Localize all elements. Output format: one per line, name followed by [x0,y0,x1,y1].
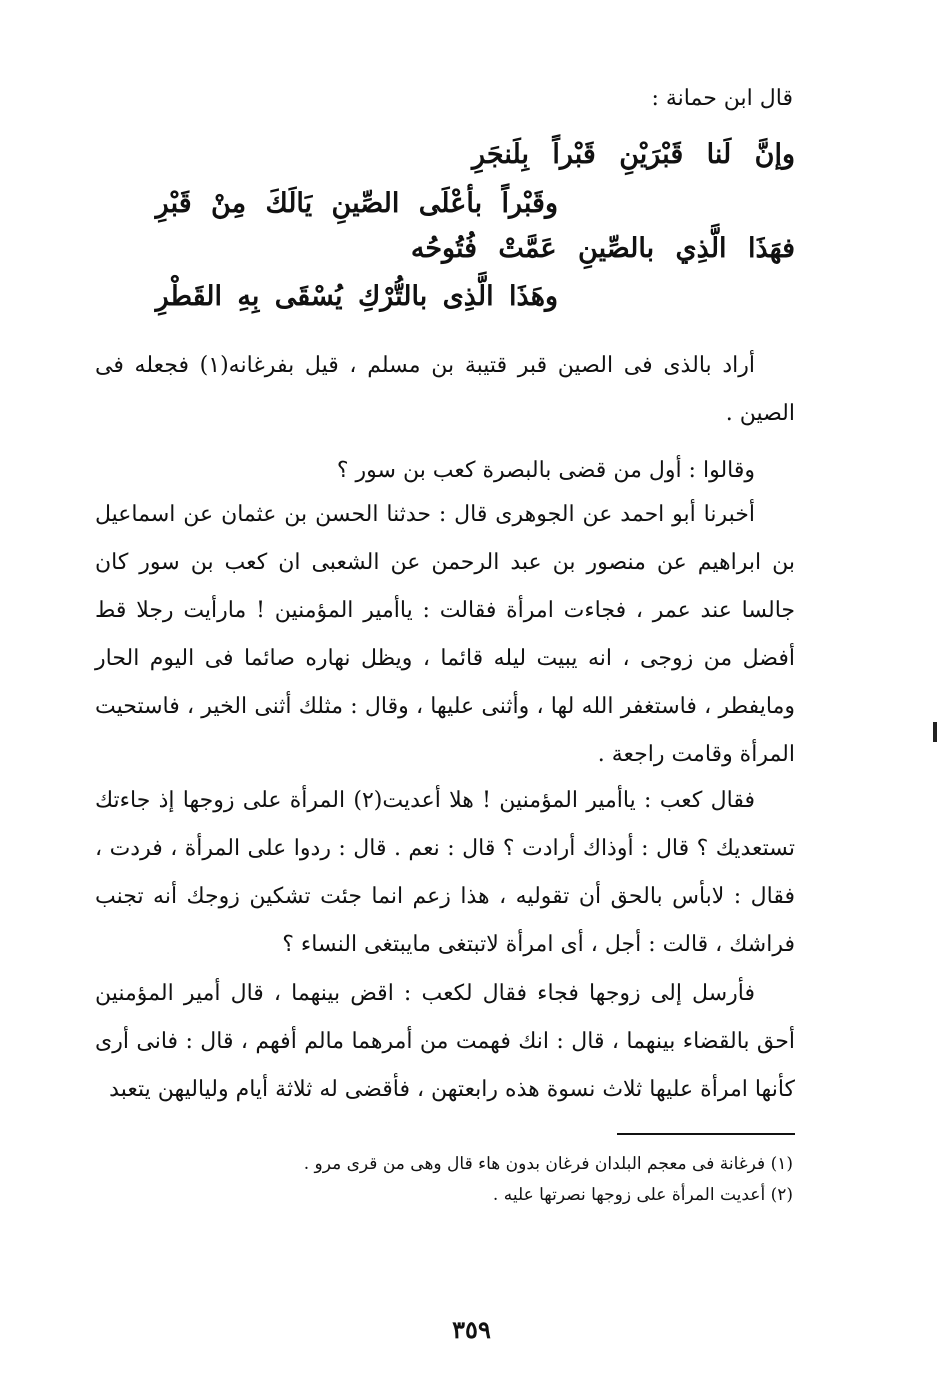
page-number: ٣٥٩ [452,1315,491,1344]
paragraph-1: أراد بالذى فى الصين قبر قتيبة بن مسلم ، قيل بفرغانه(١) فجعله فى الصين . [95,353,795,426]
verse-line-3: فهَذَا الَّذِي بالصِّينِ عَمَّتْ فُتُوحُه [410,233,795,264]
paragraph-5: فأرسل إلى زوجها فجاء فقال لكعب : اقض بينهما ، قال أمير المؤمنين أحق بالقضاء بينهما ، قال : انك فهمت من أمرهما مالم أفهم ، قال : فانى أرى كأنها امرأة عليها ثلاث نسوة هذه رابعتهن ، فأقضى له ثلاثة أيام ولياليهن يتعبد [95,981,795,1102]
verse-line-4: وهَذَا الَّذِى بالتُّرْكِ يُسْقَى بِهِ القَطْرِ [155,281,558,312]
paragraph-4: فقال كعب : ياأمير المؤمنين ! هلا أعديت(٢) المرأة على زوجها إذ جاءتك تستعديك ؟ قال : أوذاك أرادت ؟ قال : نعم . قال : ردوا على المرأة ، فردت ، فقال : لابأس بالحق أن تقوليه ، هذا زعم انما جئت تشكين زوجك أنه تجنب فراشك ، قالت : أجل ، أى امرأة لاتبتغى مايبتغى النساء ؟ [95,788,796,957]
footnote-separator [617,1133,795,1135]
footnote-1: (١) فرغانة فى معجم البلدان فرغان بدون هاء قال وهى من قرى مرو . [303,1154,793,1174]
verse-line-1: وإنَّ لَنا قَبْرَيْنِ قَبْراً بِلَنجَرِ [472,139,795,170]
paragraph-3: أخبرنا أبو احمد عن الجوهرى قال : حدثنا الحسن بن عثمان عن اسماعيل بن ابراهيم عن منصور بن عبد الرحمن عن الشعبى ان كعب بن سور كان جالسا عند عمر ، فجاءت امرأة فقالت : ياأمير المؤمنين ! مارأيت رجلا قط أفضل من زوجى ، انه يبيت ليله قائما ، ويظل نهاره صائما فى اليوم الحار ومايفطر ، فاستغفر الله لها ، وأثنى عليها ، وقال : مثلك أثنى الخير ، فاستحيت المرأة وقامت راجعة . [95,502,795,767]
verse-line-2: وقَبْراً بأعْلَى الصِّينِ يَالَكَ مِنْ قَبْرِ [155,188,558,219]
paragraph-2: وقالوا : أول من قضى بالبصرة كعب بن سور ؟ [336,458,755,483]
footnote-2: (٢) أعديت المرأة على زوجها نصرتها عليه . [492,1185,793,1205]
margin-mark [933,722,937,742]
poem-attribution: قال ابن حمانة : [651,86,793,111]
